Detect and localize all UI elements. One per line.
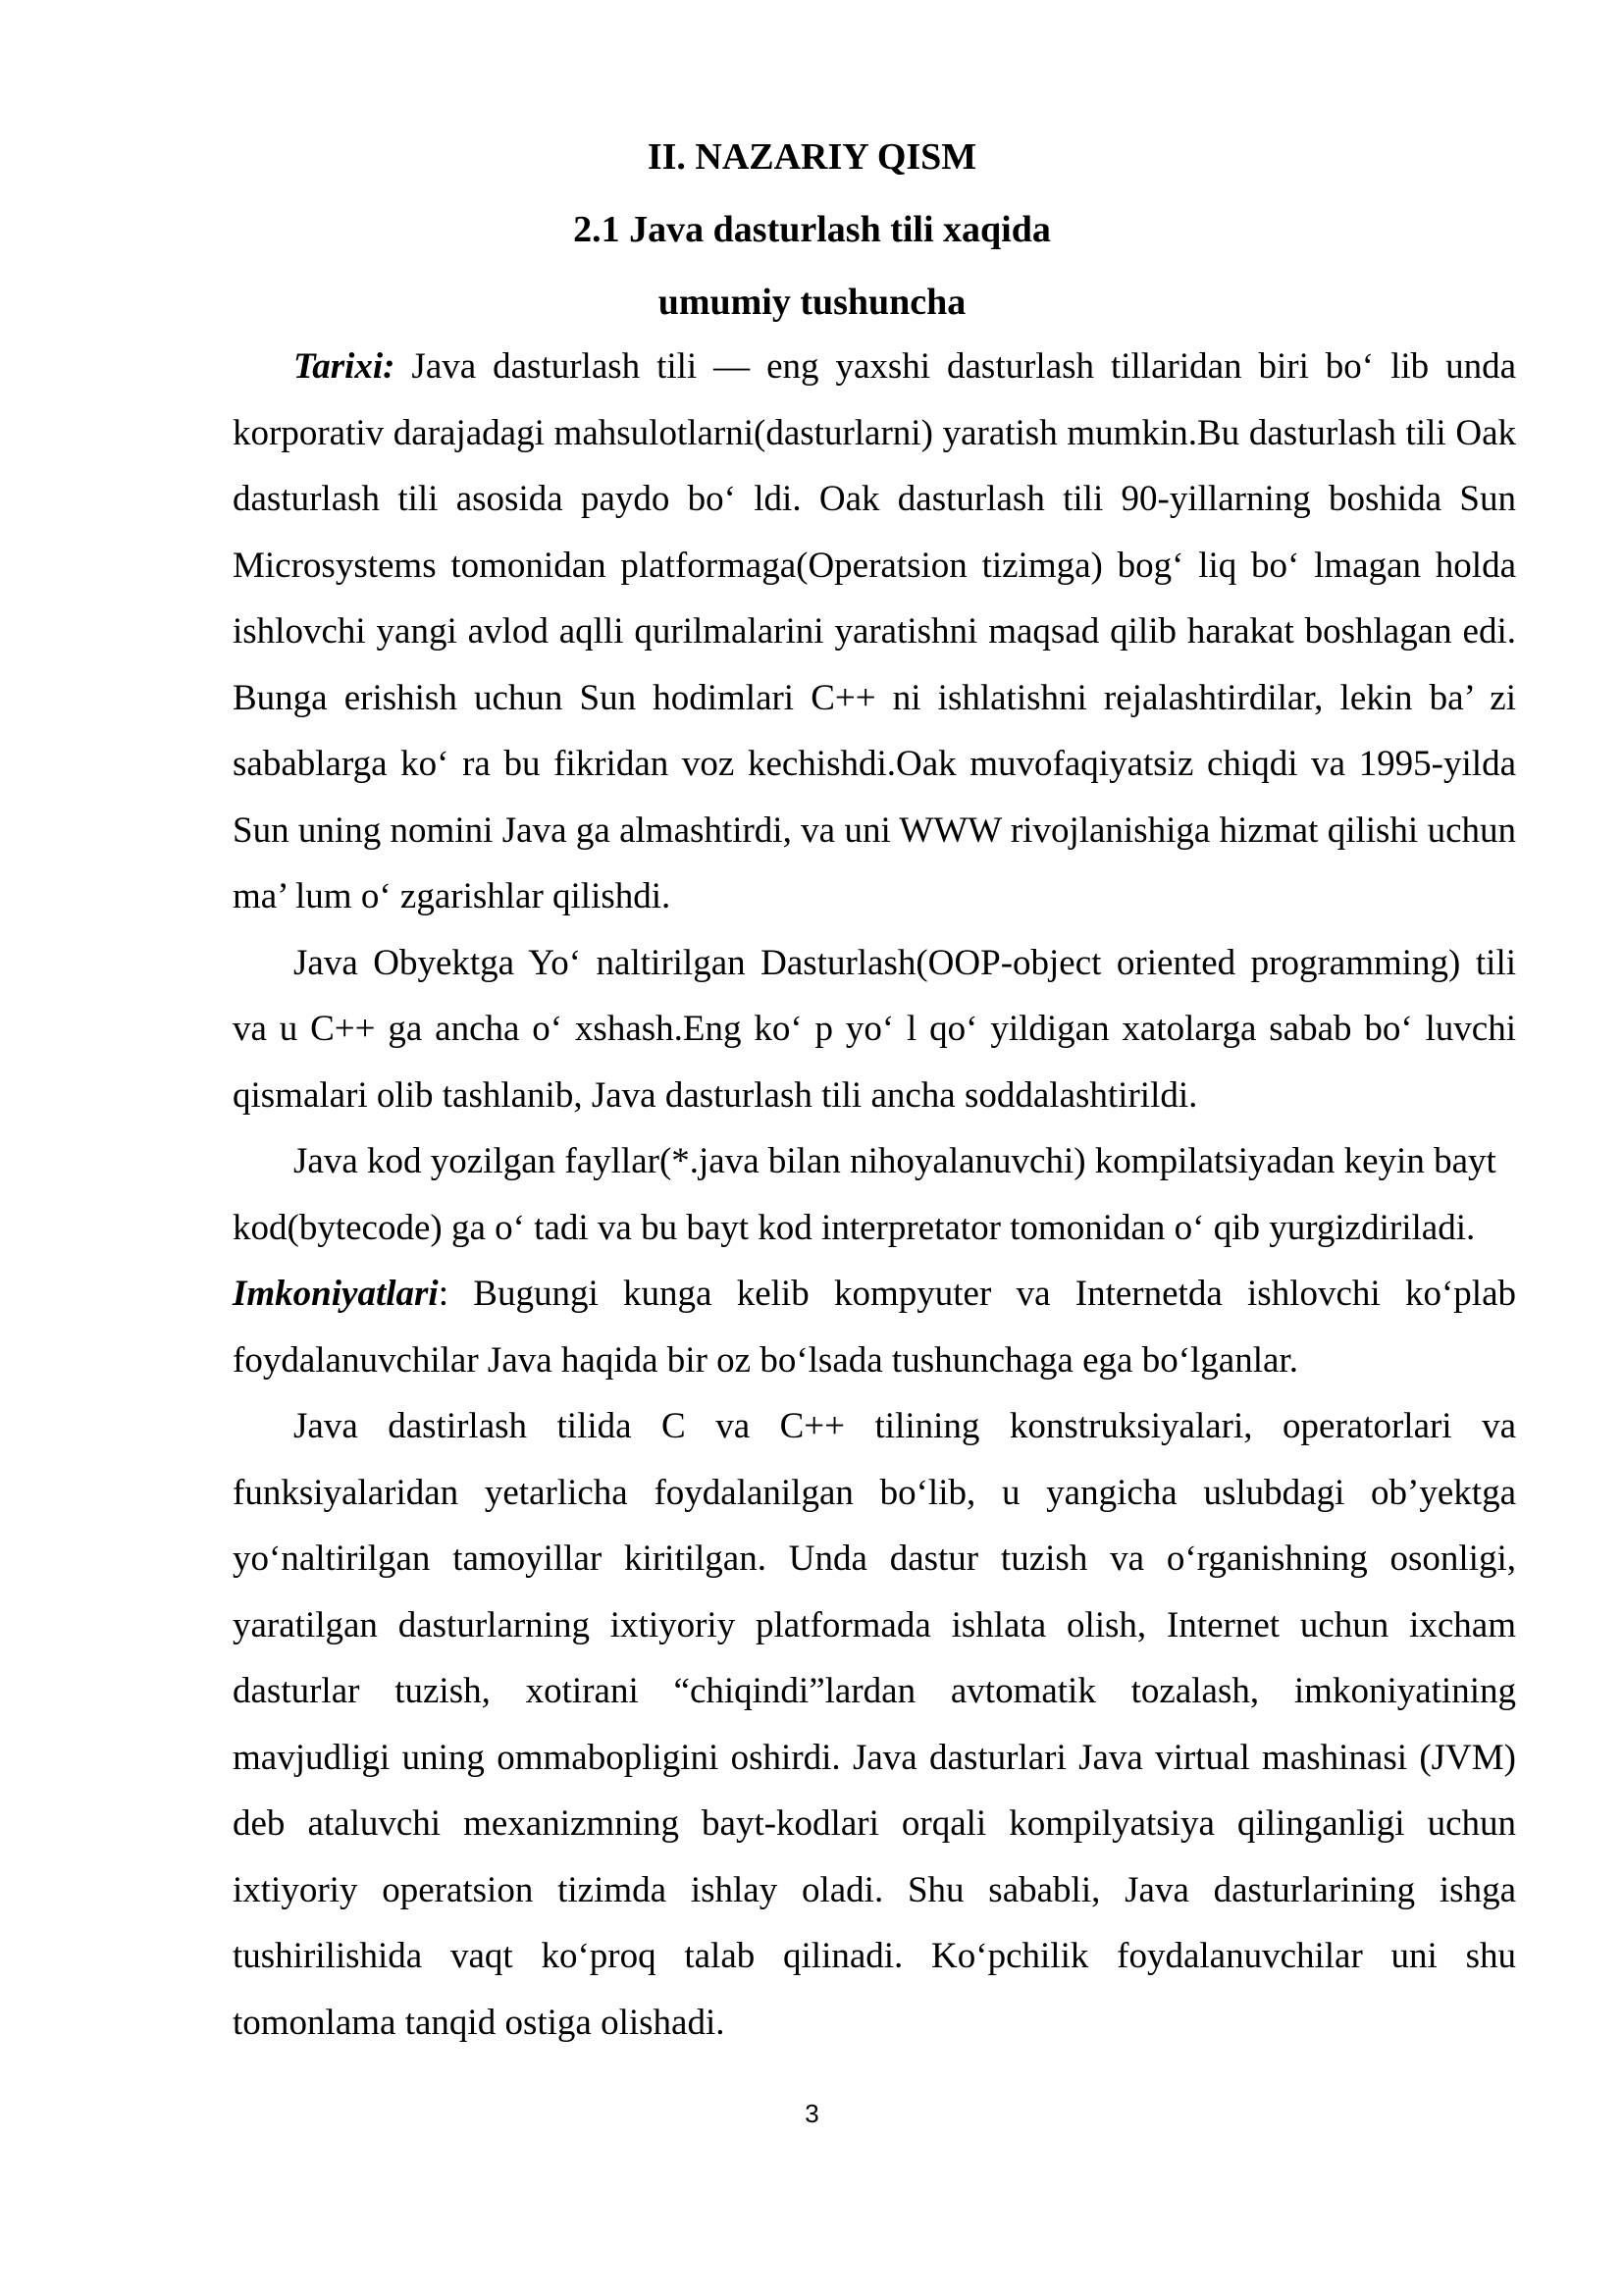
paragraph-text: Java dasturlash tili — eng yaxshi dasturlash tillaridan biri bo‘ lib unda korporativ darajadagi mahsulotlarni(dasturlarni) yaratish mumkin.Bu dasturlash tili Oak dasturlash tili asosida paydo bo‘ ldi. Oak dasturlash tili 90-yillarning boshida Sun Microsystems tomonidan platformaga(Operatsion tizimga) bog‘ liq bo‘ lmagan holda ishlovchi yangi avlod aqlli qurilmalarini yaratishni maqsad qilib harakat boshlagan edi. Bunga erishish uchun Sun hodimlari C++ ni ishlatishni rejalashtirdilar, lekin ba’ zi sabablarga ko‘ ra bu fikridan voz kechishdi.Oak muvofaqiyatsiz chiqdi va 1995-yilda Sun uning nomini Java ga almashtirdi, va uni WWW rivojlanishiga hizmat qilishi uchun ma’ lum o‘ zgarishlar qilishdi. <box>233 346 1516 916</box>
paragraph-text: Java Obyektga Yo‘ naltirilgan Dasturlash(OOP-object oriented programming) tili va u C++ ga ancha o‘ xshash.Eng ko‘ p yo‘ l qo‘ yildigan xatolarga sabab bo‘ luvchi qismalari olib tashlanib, Java dasturlash tili ancha soddalashtirildi. <box>233 942 1516 1116</box>
paragraph-oop <box>233 930 1516 1129</box>
chapter-title: II. NAZARIY QISM <box>647 136 977 178</box>
paragraph-capabilities <box>233 1261 1516 1393</box>
page-number: 3 <box>805 2099 819 2128</box>
paragraph-history <box>233 334 1516 930</box>
paragraph-text: Java kod yozilgan fayllar(*.java bilan nihoyalanuvchi) kompilatsiyadan keyin bayt kod(bytecode) ga o‘ tadi va bu bayt kod interpretator tomonidan o‘ qib yurgizdiriladi. <box>233 1141 1496 1248</box>
section-title: 2.1 Java dasturlash tili xaqida <box>573 209 1051 250</box>
paragraph-lead-history: Tarixi: <box>293 346 395 387</box>
paragraph-text: : Bugungi kunga kelib kompyuter va Internetda ishlovchi ko‘plab foydalanuvchilar Java haqida bir oz bo‘lsada tushunchaga ega bo‘lganlar. <box>233 1274 1516 1381</box>
paragraph-bytecode <box>233 1128 1516 1261</box>
paragraph-text: Java dastirlash tilida C va C++ tilining konstruksiyalari, operatorlari va funksiyalaridan yetarlicha foydalanilgan bo‘lib, u yangicha uslubdagi ob’yektga yo‘naltirilgan tamoyillar kiritilgan. Unda dastur tuzish va o‘rganishning osonligi, yaratilgan dasturlarning ixtiyoriy platformada ishlata olish, Internet uchun ixcham dasturlar tuzish, xotirani “chiqindi”lardan avtomatik tozalash, imkoniyatining mavjudligi uning ommabopligini oshirdi. Java dasturlari Java virtual mashinasi (JVM) deb ataluvchi mexanizmning bayt-kodlari orqali kompilyatsiya qilinganligi uchun ixtiyoriy operatsion tizimda ishlay oladi. Shu sababli, Java dasturlarining ishga tushirilishida vaqt ko‘proq talab qilinadi. Ko‘pchilik foydalanuvchilar uni shu tomonlama tanqid ostiga olishadi. <box>233 1406 1516 2043</box>
paragraph-lead-capabilities: Imkoniyatlari <box>233 1274 439 1314</box>
paragraph-features <box>233 1393 1516 2056</box>
document-body <box>233 334 1516 2056</box>
section-subtitle: umumiy tushuncha <box>657 282 967 323</box>
